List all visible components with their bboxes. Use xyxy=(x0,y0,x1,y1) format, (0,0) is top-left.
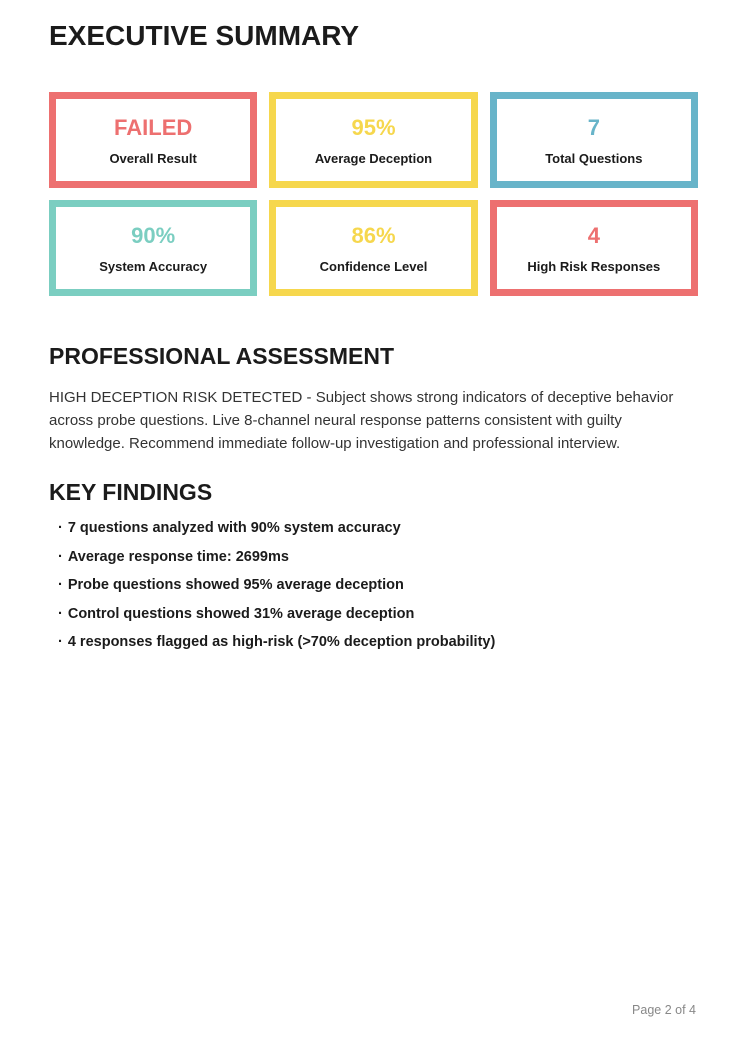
section-heading-key-findings: KEY FINDINGS xyxy=(49,479,213,505)
metric-value-high-risk-responses: 4 xyxy=(587,222,600,248)
key-finding-item xyxy=(58,607,698,622)
metric-label-total-questions: Total Questions xyxy=(545,150,643,166)
key-findings-list xyxy=(49,521,698,650)
bullet-dot-icon: · xyxy=(58,520,63,536)
metric-value-total-questions: 7 xyxy=(587,114,600,140)
metric-label-confidence-level: Confidence Level xyxy=(319,258,428,274)
metric-card-confidence-level xyxy=(269,200,477,296)
key-finding-item xyxy=(58,521,698,536)
summary-cards-grid xyxy=(49,92,698,296)
metric-label-high-risk-responses: High Risk Responses xyxy=(527,258,661,274)
metric-value-system-accuracy: 90% xyxy=(131,222,176,248)
assessment-body-text: HIGH DECEPTION RISK DETECTED - Subject shows strong indicators of deceptive behavior across probe questions. Live 8-channel neural response patterns consistent with guilty knowledge. Recommend immediate follow-up investigation and professional interview. xyxy=(49,389,674,452)
bullet-dot-icon: · xyxy=(58,577,63,593)
metric-value-average-deception: 95% xyxy=(351,114,396,140)
key-finding-item xyxy=(58,550,698,565)
key-finding-text: Control questions showed 31% average deception xyxy=(67,605,415,622)
key-finding-text: 4 responses flagged as high-risk (>70% deception probability) xyxy=(67,634,496,650)
metric-card-high-risk-responses xyxy=(490,200,698,296)
bullet-dot-icon: · xyxy=(58,605,63,622)
metric-card-system-accuracy xyxy=(49,200,257,296)
key-finding-text: Average response time: 2699ms xyxy=(67,548,289,565)
metric-label-overall-result: Overall Result xyxy=(109,150,197,166)
metric-value-overall-result: FAILED xyxy=(114,114,193,140)
metric-label-average-deception: Average Deception xyxy=(314,150,433,166)
key-finding-text: Probe questions showed 95% average deception xyxy=(67,577,404,593)
page-number: Page 2 of 4 xyxy=(632,1003,696,1017)
page-title: EXECUTIVE SUMMARY xyxy=(49,20,360,51)
key-finding-item xyxy=(58,578,698,593)
metric-label-system-accuracy: System Accuracy xyxy=(99,258,208,274)
metric-card-average-deception xyxy=(269,92,477,188)
bullet-dot-icon: · xyxy=(58,548,63,565)
section-heading-professional-assessment: PROFESSIONAL ASSESSMENT xyxy=(49,343,395,369)
metric-card-total-questions xyxy=(490,92,698,188)
key-finding-item xyxy=(58,635,698,650)
bullet-dot-icon: · xyxy=(58,634,63,650)
key-finding-text: 7 questions analyzed with 90% system accuracy xyxy=(67,520,401,536)
metric-value-confidence-level: 86% xyxy=(351,222,396,248)
metric-card-overall-result xyxy=(49,92,257,188)
